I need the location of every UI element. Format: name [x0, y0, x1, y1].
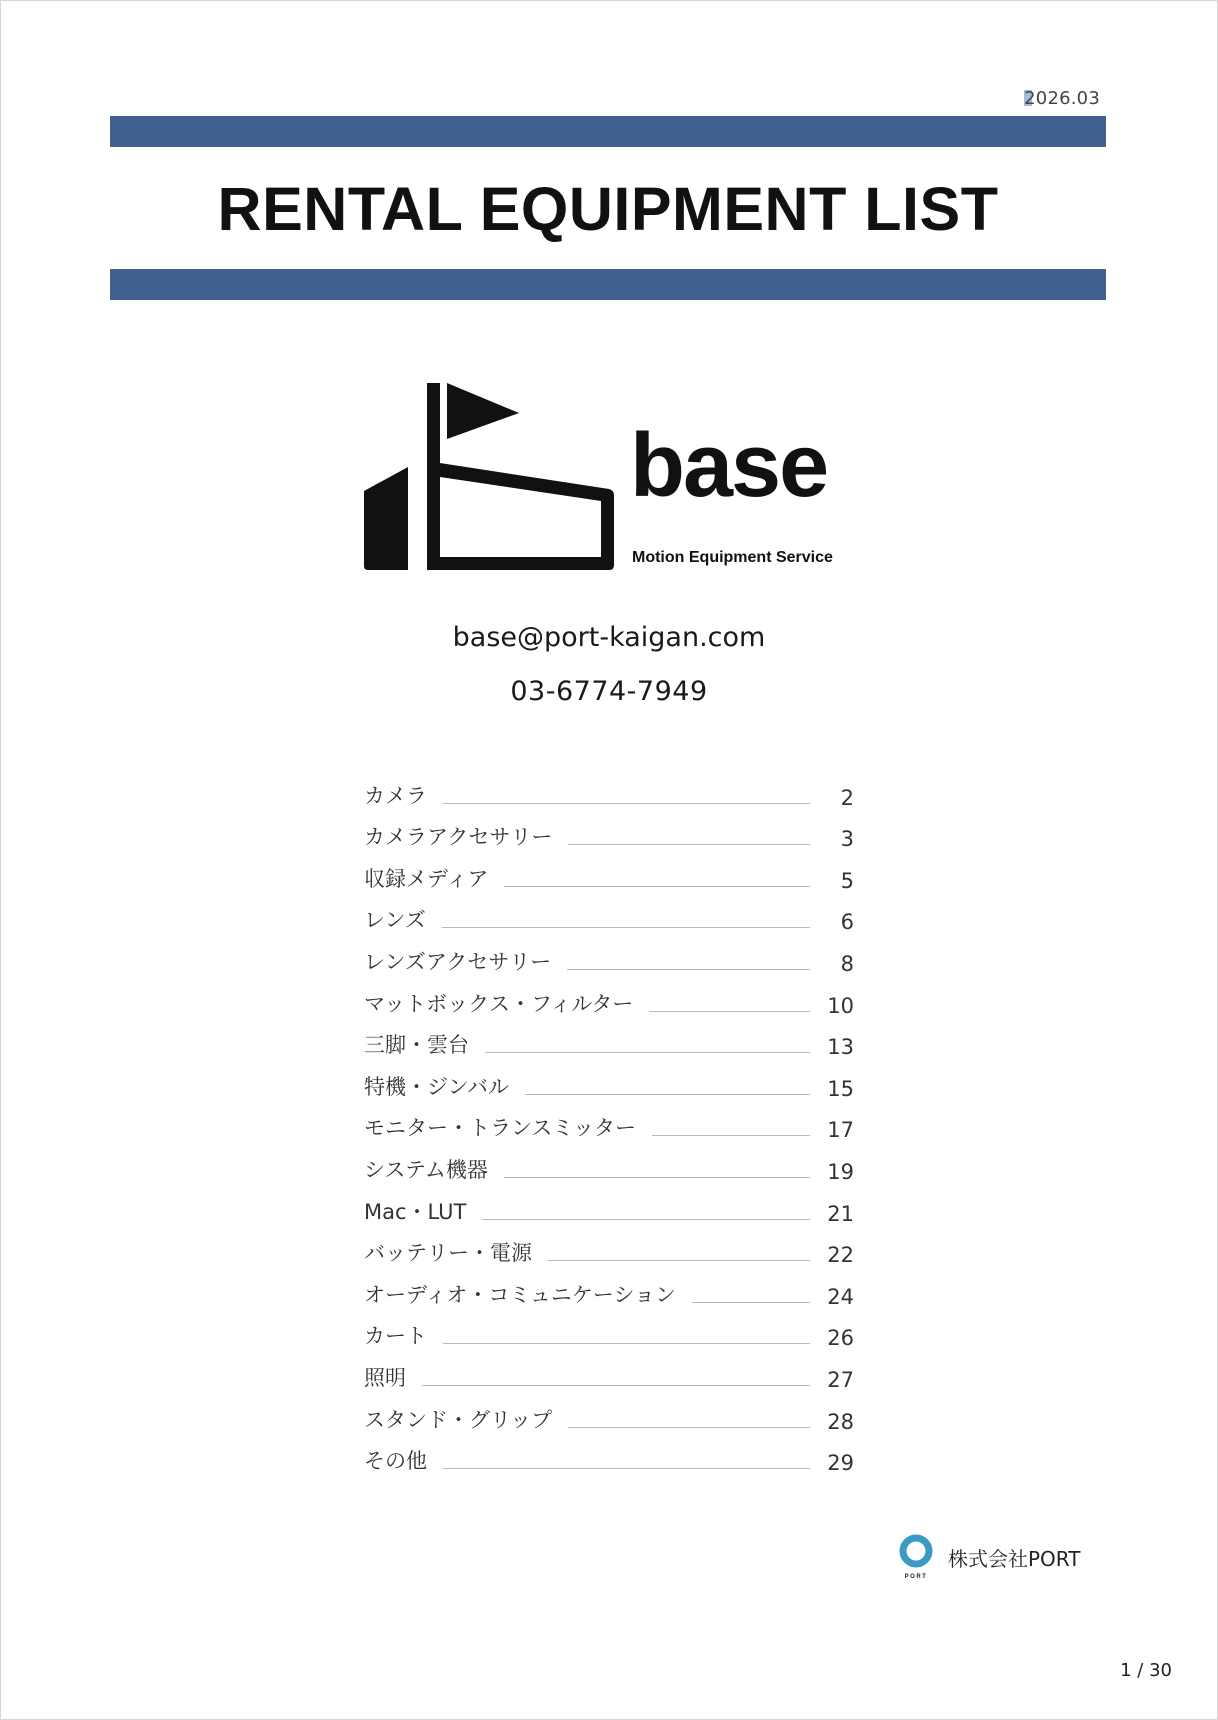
toc-entry[interactable]	[364, 810, 854, 852]
document-title: RENTAL EQUIPMENT LIST	[217, 175, 999, 243]
logo-tagline: Motion Equipment Service	[632, 549, 833, 566]
toc-entry-label: 特機・ジンバル	[364, 1074, 510, 1099]
toc-leader-line	[504, 1177, 810, 1178]
toc-leader-line	[443, 803, 810, 804]
toc-entry-page: 8	[840, 951, 854, 976]
toc-leader-line	[568, 844, 810, 845]
toc-leader-line	[652, 1135, 810, 1136]
toc-leader-line	[443, 1343, 810, 1344]
toc-entry-label: スタンド・グリップ	[364, 1407, 553, 1432]
toc-entry-page: 10	[827, 993, 854, 1018]
toc-entry-page: 19	[827, 1159, 854, 1184]
toc-leader-line	[692, 1302, 810, 1303]
toc-entry[interactable]	[364, 1392, 854, 1434]
table-of-contents	[364, 768, 854, 1475]
toc-entry-label: レンズ	[364, 908, 426, 933]
toc-entry-page: 29	[827, 1451, 854, 1476]
toc-leader-line	[485, 1052, 810, 1053]
toc-leader-line	[482, 1219, 810, 1220]
toc-entry-label: バッテリー・電源	[364, 1241, 532, 1266]
base-logo	[364, 383, 854, 573]
company-name: 株式会社PORT	[948, 1546, 1081, 1571]
toc-entry-page: 21	[827, 1201, 854, 1226]
toc-entry-page: 2	[840, 785, 854, 810]
toc-leader-line	[442, 927, 810, 928]
toc-leader-line	[504, 886, 810, 887]
toc-entry-page: 24	[827, 1284, 854, 1309]
toc-entry[interactable]	[364, 851, 854, 893]
company-signature	[896, 1534, 1080, 1580]
toc-entry-label: レンズアクセサリー	[364, 949, 552, 974]
toc-entry[interactable]	[364, 1434, 854, 1476]
toc-entry[interactable]	[364, 1226, 854, 1268]
toc-entry-label: システム機器	[364, 1157, 488, 1182]
toc-entry-label: カメラアクセサリー	[364, 825, 553, 850]
toc-entry-page: 28	[827, 1409, 854, 1434]
toc-entry-label: その他	[364, 1449, 427, 1474]
toc-entry-page: 13	[827, 1035, 854, 1060]
toc-leader-line	[525, 1094, 810, 1095]
toc-entry[interactable]	[364, 1018, 854, 1060]
base-building-flag-icon	[364, 383, 614, 573]
toc-entry[interactable]	[364, 976, 854, 1018]
toc-entry-label: カート	[364, 1324, 427, 1349]
toc-entry[interactable]	[364, 768, 854, 810]
header-band-bottom	[110, 269, 1106, 300]
toc-entry-label: Mac・LUT	[364, 1199, 467, 1224]
toc-entry-page: 27	[827, 1367, 854, 1392]
toc-entry[interactable]	[364, 1059, 854, 1101]
contact-email: base@port-kaigan.com	[452, 622, 766, 653]
toc-entry-label: 三脚・雲台	[364, 1033, 469, 1058]
toc-entry-label: 収録メディア	[364, 866, 489, 891]
toc-entry[interactable]	[364, 1350, 854, 1392]
toc-leader-line	[548, 1260, 810, 1261]
toc-entry-label: モニター・トランスミッター	[364, 1116, 636, 1141]
toc-entry-page: 15	[827, 1076, 854, 1101]
toc-entry[interactable]	[364, 893, 854, 935]
toc-entry-page: 17	[827, 1118, 854, 1143]
toc-entry-page: 5	[840, 868, 854, 893]
logo-wordmark: base	[630, 416, 828, 516]
toc-entry[interactable]	[364, 1309, 854, 1351]
toc-entry-page: 6	[840, 910, 854, 935]
toc-entry-label: オーディオ・コミュニケーション	[364, 1282, 677, 1307]
toc-entry-page: 26	[827, 1326, 854, 1351]
toc-entry[interactable]	[364, 1142, 854, 1184]
toc-leader-line	[422, 1385, 810, 1386]
toc-leader-line	[649, 1011, 810, 1012]
header-band-top	[110, 116, 1106, 147]
toc-entry-label: マットボックス・フィルター	[364, 991, 634, 1016]
toc-leader-line	[568, 1427, 810, 1428]
toc-entry[interactable]	[364, 1101, 854, 1143]
port-logo-text: PORT	[904, 1574, 928, 1580]
issue-date	[1024, 88, 1100, 109]
toc-entry-page: 3	[840, 827, 854, 852]
contact-phone: 03-6774-7949	[510, 676, 708, 707]
issue-date-text: 2026.03	[1024, 88, 1100, 109]
toc-leader-line	[443, 1468, 810, 1469]
toc-leader-line	[567, 969, 810, 970]
toc-entry[interactable]	[364, 1184, 854, 1226]
toc-entry[interactable]	[364, 1267, 854, 1309]
toc-entry[interactable]	[364, 934, 854, 976]
toc-entry-label: カメラ	[364, 783, 427, 808]
port-logo-icon	[896, 1534, 936, 1580]
toc-entry-label: 照明	[364, 1365, 406, 1390]
toc-entry-page: 22	[827, 1243, 854, 1268]
port-logo-svg	[896, 1534, 936, 1580]
page-indicator: 1 / 30	[1120, 1660, 1172, 1681]
